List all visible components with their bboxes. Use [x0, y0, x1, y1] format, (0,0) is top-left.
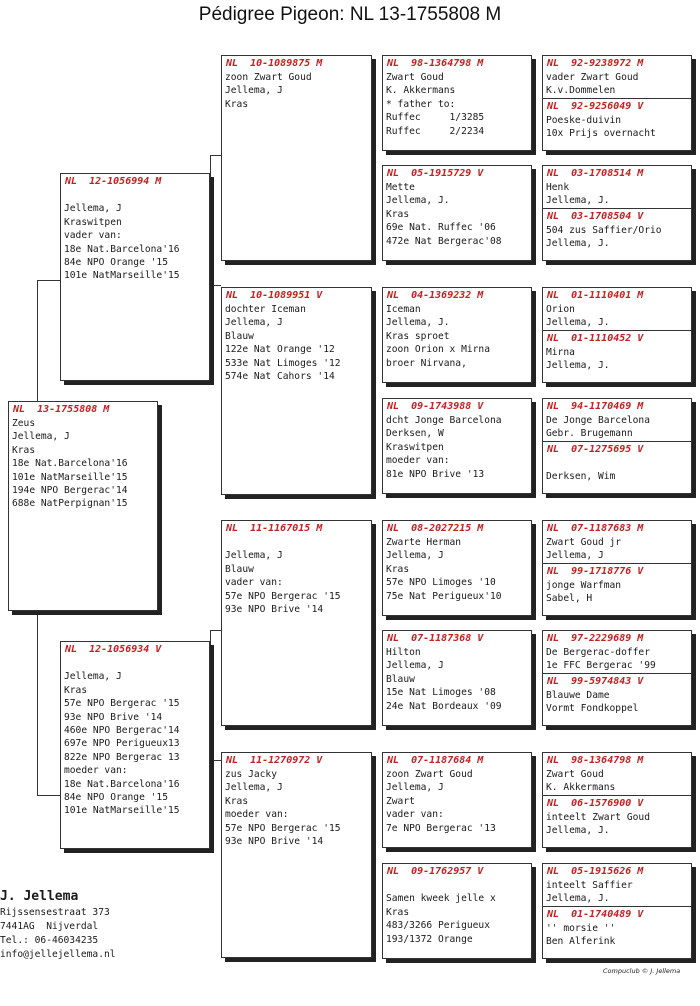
card-line: 822e NPO Bergerac 13: [64, 751, 180, 763]
ring-number: NL 98-1364798 M: [547, 755, 644, 766]
card-line: Kras sproet: [386, 330, 450, 342]
card-line: Jellema, J: [64, 203, 122, 215]
card-line: 93e NPO Brive '14: [64, 711, 163, 723]
ring-number: NL 01-1740489 V: [543, 906, 691, 922]
card-line: Sabel, H: [546, 593, 593, 605]
card-line: 574e Nat Cahors '14: [225, 371, 335, 383]
ring-number: NL 10-1089951 V: [226, 290, 323, 301]
card-line: Hilton: [386, 647, 421, 658]
card-line: De Jonge Barcelona: [546, 415, 650, 426]
card-line: Ruffec 2/2234: [386, 125, 485, 137]
card-line: Kras: [12, 444, 36, 456]
card-line: Derksen, W: [386, 428, 444, 440]
card-line: Jellema, J: [546, 550, 604, 562]
card-line: Zwart Goud: [386, 72, 444, 83]
great-great-grandparent-pair: [542, 630, 692, 726]
card-line: Jellema, J: [386, 782, 444, 794]
card-line: Jellema, J: [225, 85, 283, 97]
great-great-grandparent-pair: [542, 520, 692, 616]
card-line: Jellema, J.: [546, 195, 610, 207]
card-line: zoon Zwart Goud: [386, 769, 473, 780]
card-line: moeder van:: [225, 809, 289, 821]
card-line: Kras: [64, 684, 88, 696]
card-line: 24e Nat Bordeaux '09: [386, 700, 502, 712]
card-line: 18e Nat.Barcelona'16: [64, 243, 180, 255]
ring-number: NL 98-1364798 M: [387, 58, 484, 69]
card-line: 75e Nat Perigueux'10: [386, 590, 502, 602]
card-line: Orion: [546, 304, 575, 315]
card-line: 81e NPO Brive '13: [386, 468, 485, 480]
connector-line: [37, 795, 61, 796]
card-line: zoon Orion x Mirna: [386, 344, 490, 356]
card-line: 57e NPO Bergerac '15: [64, 698, 180, 710]
card-line: 688e NatPerpignan'15: [12, 498, 128, 510]
card-line: Mette: [386, 182, 415, 193]
breeder-email[interactable]: info@jellejellema.nl: [0, 949, 116, 960]
breeder-phone: Tel.: 06-46034235: [0, 935, 99, 946]
card-line: '' morsie '': [546, 922, 616, 934]
card-line: Jellema, J: [64, 671, 122, 683]
dam-sire-card: [221, 520, 372, 726]
card-line: jonge Warfman: [546, 579, 622, 591]
dam-card: [60, 641, 210, 849]
card-line: Ruffec 1/3285: [386, 112, 485, 124]
card-line: 697e NPO Perigueux13: [64, 738, 180, 750]
great-grandparent-card: [382, 520, 532, 616]
card-line: Blauw: [386, 673, 415, 685]
ring-number: NL 03-1708504 V: [543, 208, 691, 224]
subject-card: [8, 401, 158, 611]
card-line: 483/3266 Perigueux: [386, 920, 490, 932]
connector-line: [37, 280, 61, 281]
card-line: 101e NatMarseille'15: [64, 805, 180, 817]
connector-line: [210, 155, 221, 156]
great-grandparent-card: [382, 398, 532, 494]
card-line: Jellema, J: [386, 660, 444, 672]
card-line: 504 zus Saffier/Orio: [546, 224, 662, 236]
ring-number: NL 99-1718776 V: [543, 563, 691, 579]
card-line: dochter Iceman: [225, 304, 306, 315]
great-grandparent-card: [382, 287, 532, 383]
card-line: Henk: [546, 182, 570, 193]
card-line: Poeske-duivin: [546, 114, 622, 126]
card-line: Jellema, J.: [386, 317, 450, 329]
ring-number: NL 01-1110452 V: [543, 330, 691, 346]
card-line: Jellema, J.: [546, 893, 610, 905]
connector-line: [210, 155, 211, 285]
ring-number: NL 07-1275695 V: [543, 441, 691, 457]
great-grandparent-card: [382, 863, 532, 959]
ring-number: NL 99-5974843 V: [543, 673, 691, 689]
ring-number: NL 11-1167015 M: [226, 523, 323, 534]
card-line: broer Nirvana,: [386, 357, 467, 369]
card-line: Jellema, J: [386, 550, 444, 562]
card-line: Jellema, J: [225, 550, 283, 562]
card-line: 84e NPO Orange '15: [64, 792, 168, 804]
ring-number: NL 07-1187683 M: [547, 523, 644, 534]
card-line: Jellema, J: [12, 431, 70, 443]
card-line: 93e NPO Brive '14: [225, 836, 324, 848]
card-line: Zwart: [386, 795, 415, 807]
ring-number: NL 01-1110401 M: [547, 290, 644, 301]
card-line: Gebr. Brugemann: [546, 428, 633, 440]
connector-line: [37, 280, 38, 402]
card-line: * father to:: [386, 98, 456, 110]
connector-line: [210, 285, 221, 286]
card-line: Derksen, Wim: [546, 471, 616, 483]
card-line: vader van:: [64, 230, 122, 242]
ring-number: NL 04-1369232 M: [387, 290, 484, 301]
card-line: De Bergerac-doffer: [546, 647, 650, 658]
card-line: Kras: [386, 563, 410, 575]
card-line: K. Akkermans: [546, 782, 616, 794]
card-line: vader van:: [225, 577, 283, 589]
card-line: 57e NPO Bergerac '15: [225, 822, 341, 834]
card-line: Samen kweek jelle x: [386, 893, 496, 905]
breeder-name: J. Jellema: [0, 889, 79, 904]
great-great-grandparent-pair: [542, 863, 692, 959]
card-line: 1e FFC Bergerac '99: [546, 660, 656, 672]
ring-number: NL 08-2027215 M: [387, 523, 484, 534]
great-grandparent-card: [382, 752, 532, 848]
ring-number: NL 07-1187368 V: [387, 633, 484, 644]
card-line: Blauwe Dame: [546, 689, 610, 701]
card-line: Kraswitpen: [64, 216, 122, 228]
ring-number: NL 11-1270972 V: [226, 755, 323, 766]
ring-number: NL 10-1089875 M: [226, 58, 323, 69]
ring-number: NL 05-1915729 V: [387, 168, 484, 179]
card-line: [61, 657, 209, 670]
ring-number: NL 07-1187684 M: [387, 755, 484, 766]
ring-number: NL 13-1755808 M: [13, 404, 110, 415]
ring-number: NL 05-1915626 M: [547, 866, 644, 877]
card-line: Mirna: [546, 346, 575, 358]
card-line: Kraswitpen: [386, 441, 444, 453]
card-line: 57e NPO Bergerac '15: [225, 590, 341, 602]
card-line: 472e Nat Bergerac'08: [386, 235, 502, 247]
card-line: Jellema, J: [225, 317, 283, 329]
card-line: Ben Alferink: [546, 936, 616, 948]
card-line: moeder van:: [64, 765, 128, 777]
card-line: [543, 457, 691, 470]
card-line: Blauw: [225, 563, 254, 575]
great-great-grandparent-pair: [542, 55, 692, 151]
ring-number: NL 09-1762957 V: [387, 866, 484, 877]
card-line: 122e Nat Orange '12: [225, 344, 335, 356]
card-line: Jellema, J.: [546, 360, 610, 372]
card-line: Zeus: [12, 418, 36, 429]
ring-number: NL 09-1743988 V: [387, 401, 484, 412]
card-line: 57e NPO Limoges '10: [386, 577, 496, 589]
card-line: zus Jacky: [225, 769, 277, 780]
breeder-address: Rijssensestraat 373: [0, 907, 110, 918]
card-line: dcht Jonge Barcelona: [386, 415, 502, 426]
card-line: Zwarte Herman: [386, 537, 462, 548]
ring-number: NL 97-2229689 M: [547, 633, 644, 644]
card-line: K.v.Dommelen: [546, 85, 616, 97]
card-line: 194e NPO Bergerac'14: [12, 485, 128, 497]
card-line: [383, 879, 531, 892]
card-line: vader Zwart Goud: [546, 72, 639, 83]
card-line: 10x Prijs overnacht: [546, 128, 656, 140]
card-line: Blauw: [225, 330, 254, 342]
card-line: Iceman: [386, 304, 421, 315]
ring-number: NL 06-1576900 V: [543, 795, 691, 811]
card-line: [222, 536, 371, 549]
card-line: 101e NatMarseille'15: [12, 471, 128, 483]
sire-sire-card: [221, 55, 372, 261]
breeder-city: 7441AG Nijverdal: [0, 921, 99, 932]
card-line: Jellema, J.: [546, 825, 610, 837]
card-line: 69e Nat. Ruffec '06: [386, 222, 496, 234]
breeder-info: [0, 888, 116, 962]
card-line: 18e Nat.Barcelona'16: [64, 778, 180, 790]
great-great-grandparent-pair: [542, 165, 692, 261]
ring-number: NL 92-9238972 M: [547, 58, 644, 69]
card-line: 93e NPO Brive '14: [225, 604, 324, 616]
sire-dam-card: [221, 287, 372, 495]
great-grandparent-card: [382, 165, 532, 261]
great-grandparent-card: [382, 55, 532, 151]
great-great-grandparent-pair: [542, 287, 692, 383]
card-line: [61, 189, 209, 202]
card-line: 460e NPO Bergerac'14: [64, 725, 180, 737]
footer-credit: Compuclub © J. Jellema: [603, 967, 681, 975]
card-line: Jellema, J.: [546, 238, 610, 250]
card-line: zoon Zwart Goud: [225, 72, 312, 83]
card-line: 193/1372 Orange: [386, 933, 473, 945]
great-great-grandparent-pair: [542, 752, 692, 848]
card-line: Kras: [386, 208, 410, 220]
card-line: 18e Nat.Barcelona'16: [12, 458, 128, 470]
page-title: Pédigree Pigeon: NL 13-1755808 M: [198, 4, 502, 25]
card-line: Jellema, J: [225, 782, 283, 794]
ring-number: NL 12-1056994 M: [65, 176, 162, 187]
ring-number: NL 94-1170469 M: [547, 401, 644, 412]
card-line: moeder van:: [386, 455, 450, 467]
ring-number: NL 92-9256049 V: [543, 98, 691, 114]
connector-line: [37, 615, 38, 795]
connector-line: [210, 630, 221, 631]
card-line: vader van:: [386, 809, 444, 821]
card-line: inteelt Saffier: [546, 880, 633, 891]
card-line: 84e NPO Orange '15: [64, 257, 168, 269]
card-line: Kras: [225, 795, 249, 807]
card-line: K. Akkermans: [386, 85, 456, 97]
connector-line: [210, 760, 221, 761]
great-great-grandparent-pair: [542, 398, 692, 494]
great-grandparent-card: [382, 630, 532, 726]
card-line: Kras: [225, 98, 249, 110]
card-line: Kras: [386, 906, 410, 918]
card-line: Vormt Fondkoppel: [546, 703, 639, 715]
card-line: Zwart Goud jr: [546, 537, 622, 548]
card-line: Zwart Goud: [546, 769, 604, 780]
card-line: Jellema, J.: [546, 317, 610, 329]
card-line: 533e Nat Limoges '12: [225, 357, 341, 369]
card-line: 7e NPO Bergerac '13: [386, 822, 496, 834]
card-line: 15e Nat Limoges '08: [386, 687, 496, 699]
dam-dam-card: [221, 752, 372, 958]
card-line: inteelt Zwart Goud: [546, 811, 650, 823]
card-line: 101e NatMarseille'15: [64, 270, 180, 282]
connector-line: [210, 630, 211, 760]
ring-number: NL 12-1056934 V: [65, 644, 162, 655]
sire-card: [60, 173, 210, 381]
card-line: Jellema, J.: [386, 195, 450, 207]
ring-number: NL 03-1708514 M: [547, 168, 644, 179]
